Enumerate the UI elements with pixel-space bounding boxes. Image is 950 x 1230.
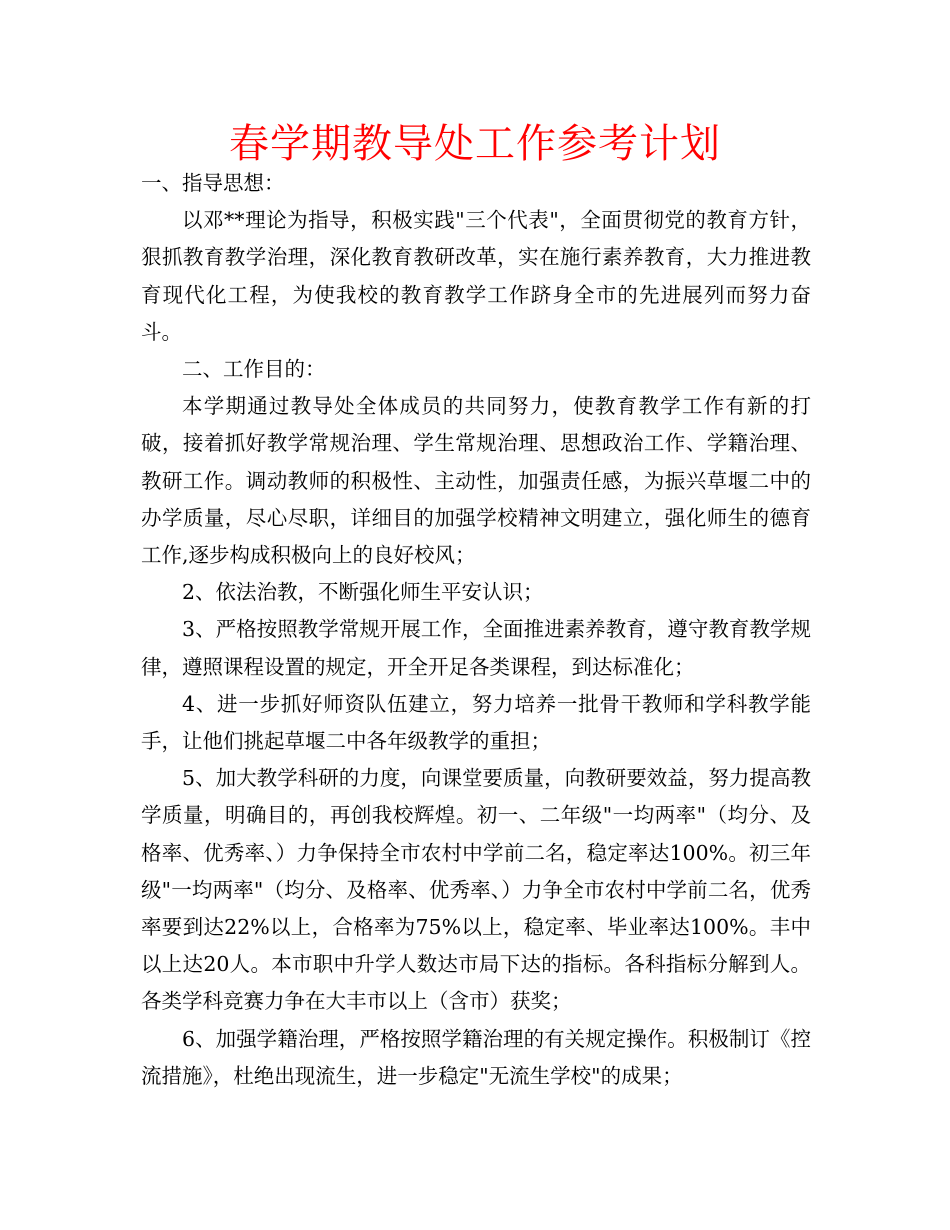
paragraph-work-goals: 本学期通过教导处全体成员的共同努力，使教育教学工作有新的打破，接着抓好教学常规治理、学生常规治理、思想政治工作、学籍治理、教研工作。调动教师的积极性、主动性，加强责任感，为振兴草堰二中的办学质量，尽心尽职，详细目的加强学校精神文明建立，强化师生的德育工作,逐步构成积极向上的良好校风；	[141, 394, 811, 568]
list-item-3: 3、严格按照教学常规开展工作，全面推进素养教育，遵守教育教学规律，遵照课程设置的规定，开全开足各类课程，到达标准化；	[141, 617, 811, 679]
document-title: 春学期教导处工作参考计划	[229, 121, 721, 167]
list-item-6: 6、加强学籍治理，严格按照学籍治理的有关规定操作。积极制订《控流措施》，杜绝出现流生，进一步稳定"无流生学校"的成果；	[141, 1026, 811, 1088]
list-item-4: 4、进一步抓好师资队伍建立，努力培养一批骨干教师和学科教学能手，让他们挑起草堰二中各年级教学的重担；	[141, 691, 811, 754]
document-body	[141, 165, 811, 1095]
list-item-5: 5、加大教学科研的力度，向课堂要质量，向教研要效益，努力提高教学质量，明确目的，再创我校辉煌。初一、二年级"一均两率"（均分、及格率、优秀率、）力争保持全市农村中学前二名，稳定率达100%。初三年级"一均两率"（均分、及格率、优秀率、）力争全市农村中学前二名，优秀率要到达22%以上，合格率为75%以上，稳定率、毕业率达100%。丰中以上达20人。本市职中升学人数达市局下达的指标。各科指标分解到人。各类学科竞赛力争在大丰市以上（含市）获奖；	[141, 766, 811, 1014]
list-item-2: 2、依法治教，不断强化师生平安认识；	[182, 580, 544, 605]
paragraph-guiding-thought: 以邓**理论为指导，积极实践"三个代表"，全面贯彻党的教育方针，狠抓教育教学治理，深化教育教研改革，实在施行素养教育，大力推进教育现代化工程，为使我校的教育教学工作跻身全市的先进展列而努力奋斗。	[141, 208, 811, 344]
section-heading-guiding-thought: 一、指导思想：	[141, 171, 285, 195]
section-heading-work-goals: 二、工作目的：	[182, 357, 326, 382]
